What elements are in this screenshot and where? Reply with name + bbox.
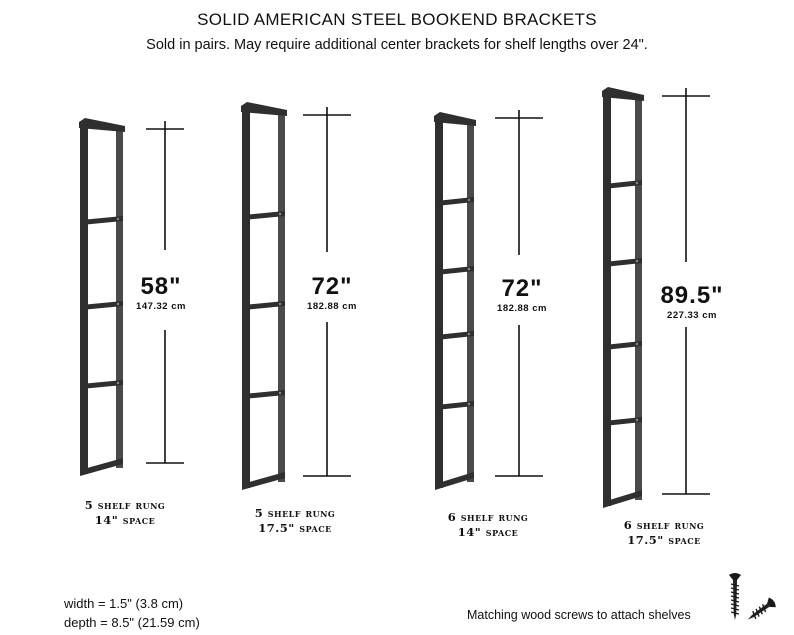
bracket-3-bolt (468, 333, 470, 335)
screw-icon (729, 573, 741, 620)
bracket-1-bolt (117, 218, 119, 220)
bracket-2-height-cm: 182.88 cm (307, 301, 357, 312)
bracket-2-bolt (279, 303, 281, 305)
page-subtitle: Sold in pairs. May require additional center brackets for shelf lengths over 24". (146, 37, 648, 53)
screw-icon (744, 596, 777, 624)
bracket-3-height-in: 72" (501, 275, 543, 302)
bracket-3-rear-rail (467, 122, 474, 482)
bracket-4-illustration (602, 87, 644, 508)
bracket-1-rear-rail (116, 128, 123, 468)
bracket-1-illustration (79, 118, 125, 476)
bracket-4-caption (599, 518, 729, 548)
dimension-specs (64, 594, 200, 632)
bracket-3-height-cm: 182.88 cm (497, 303, 547, 314)
bracket-3-front-rail (435, 118, 443, 488)
bracket-2-height-in: 72" (311, 273, 353, 300)
screws-label: Matching wood screws to attach shelves (467, 608, 691, 622)
bracket-4-height-in: 89.5" (660, 282, 724, 309)
bracket-4-height-cm: 227.33 cm (667, 310, 717, 321)
bracket-3-bolt (468, 199, 470, 201)
bracket-4-bolt (636, 419, 638, 421)
width-spec: width = 1.5" (3.8 cm) (64, 596, 184, 611)
screw-icons (729, 573, 777, 625)
bracket-3-caption (423, 510, 553, 540)
bracket-1-spacing: 14" space (94, 513, 156, 527)
bracket-4-rear-rail (635, 97, 642, 500)
bracket-1-rungs: 5 shelf rung (84, 498, 166, 512)
bracket-4-spacing: 17.5" space (627, 533, 701, 547)
bracket-2-caption (230, 506, 360, 536)
bracket-2-measurement (296, 275, 368, 312)
bracket-2-bolt (279, 213, 281, 215)
bracket-2-rear-rail (278, 112, 285, 482)
bracket-4-measurement (648, 284, 736, 321)
bracket-1-bolt (117, 303, 119, 305)
bracket-2-spacing: 17.5" space (258, 521, 332, 535)
bracket-3-bolt (468, 268, 470, 270)
bracket-2-bolt (279, 392, 281, 394)
bracket-2-rungs: 5 shelf rung (254, 506, 336, 520)
bracket-3-spacing: 14" space (457, 525, 519, 539)
bracket-2-illustration (241, 102, 287, 490)
bracket-4-bolt (636, 343, 638, 345)
bracket-1-height-in: 58" (140, 273, 182, 300)
bracket-4-rungs: 6 shelf rung (623, 518, 705, 532)
page-title: SOLID AMERICAN STEEL BOOKEND BRACKETS (197, 10, 597, 29)
bracket-4-bolt (636, 260, 638, 262)
bracket-3-bolt (468, 403, 470, 405)
bracket-3-rungs: 6 shelf rung (447, 510, 529, 524)
bracket-3-illustration (434, 112, 476, 490)
bracket-1-bolt (117, 382, 119, 384)
bracket-4-bolt (636, 182, 638, 184)
bracket-4-front-rail (603, 93, 611, 506)
bracket-1-measurement (126, 275, 196, 312)
bracket-1-front-rail (80, 124, 88, 474)
bracket-3-measurement (486, 277, 558, 314)
bracket-2-front-rail (242, 108, 250, 488)
bracket-1-caption (60, 498, 190, 528)
bracket-1-height-cm: 147.32 cm (136, 301, 186, 312)
depth-spec: depth = 8.5" (21.59 cm) (64, 615, 200, 630)
